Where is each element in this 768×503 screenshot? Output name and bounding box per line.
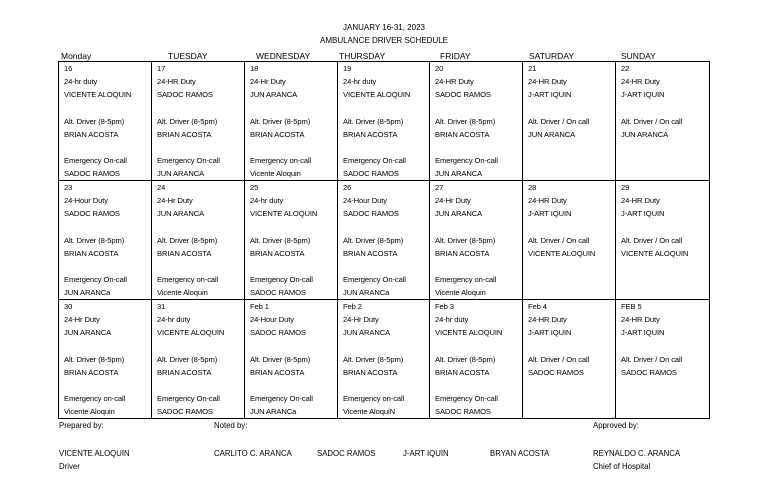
day-cell-content xyxy=(245,300,337,418)
day-cell xyxy=(152,300,245,419)
emergency-label: Emergency On-call xyxy=(343,156,406,165)
emergency-driver-name: SADOC RAMOS xyxy=(343,169,399,178)
day-cell xyxy=(338,62,430,181)
duty-driver-name: JUN ARANCA xyxy=(435,209,483,218)
alt-driver-label: Alt. Driver / On call xyxy=(621,236,683,245)
schedule-period: JANUARY 16-31, 2023 xyxy=(343,23,425,32)
week-row xyxy=(59,300,710,419)
day-cell xyxy=(616,300,710,419)
duty-label: 24-HR Duty xyxy=(621,77,660,86)
emergency-label: Emergency on-call xyxy=(157,275,219,284)
day-cell xyxy=(245,181,338,300)
emergency-driver-name: JUN ARANCa xyxy=(343,288,390,297)
duty-label: 24-HR Duty xyxy=(528,315,567,324)
day-date: 18 xyxy=(250,64,259,73)
alt-driver-label: Alt. Driver (8-5pm) xyxy=(343,355,404,364)
emergency-label: Emergency On-call xyxy=(157,156,220,165)
alt-driver-label: Alt. Driver (8-5pm) xyxy=(250,117,311,126)
duty-driver-name: VICENTE ALOQUIN xyxy=(343,90,411,99)
day-header-thursday: THURSDAY xyxy=(339,51,386,61)
alt-driver-name: BRIAN ACOSTA xyxy=(435,249,490,258)
day-cell-content xyxy=(523,181,615,299)
emergency-driver-name: SADOC RAMOS xyxy=(250,288,306,297)
alt-driver-name: VICENTE ALOQUIN xyxy=(621,249,689,258)
duty-driver-name: VICENTE ALOQUIN xyxy=(250,209,318,218)
day-date: 30 xyxy=(64,302,73,311)
duty-driver-name: VICENTE ALOQUIN xyxy=(435,328,503,337)
emergency-driver-name: JUN ARANCa xyxy=(64,288,111,297)
week-row xyxy=(59,62,710,181)
emergency-label: Emergency on-call xyxy=(250,156,312,165)
day-cell xyxy=(430,181,523,300)
duty-label: 24-Hr Duty xyxy=(435,196,471,205)
day-cell xyxy=(338,181,430,300)
emergency-label: Emergency On-call xyxy=(64,156,127,165)
day-cell xyxy=(59,181,152,300)
day-header-wednesday: WEDNESDAY xyxy=(256,51,311,61)
duty-label: 24-hr duty xyxy=(250,196,284,205)
alt-driver-name: BRIAN ACOSTA xyxy=(250,249,305,258)
day-cell xyxy=(59,300,152,419)
alt-driver-label: Alt. Driver (8-5pm) xyxy=(435,236,496,245)
duty-driver-name: VICENTE ALOQUIN xyxy=(157,328,225,337)
duty-label: 24-hr duty xyxy=(435,315,469,324)
duty-label: 24-HR Duty xyxy=(621,315,660,324)
duty-label: 24-hr duty xyxy=(64,77,98,86)
duty-driver-name: SADOC RAMOS xyxy=(435,90,491,99)
day-cell-content xyxy=(523,300,615,418)
duty-label: 24-hr duty xyxy=(343,77,377,86)
duty-driver-name: SADOC RAMOS xyxy=(157,90,213,99)
day-date: 29 xyxy=(621,183,630,192)
day-header-friday: FRIDAY xyxy=(440,51,471,61)
day-cell xyxy=(152,181,245,300)
duty-label: 24-Hour Duty xyxy=(343,196,387,205)
day-date: FEB 5 xyxy=(621,302,642,311)
alt-driver-label: Alt. Driver / On call xyxy=(621,117,683,126)
preparer-title: Driver xyxy=(59,462,80,471)
day-cell-content xyxy=(59,300,151,418)
alt-driver-name: JUN ARANCA xyxy=(621,130,669,139)
duty-label: 24-hr duty xyxy=(157,315,191,324)
alt-driver-label: Alt. Driver (8-5pm) xyxy=(435,355,496,364)
emergency-label: Emergency on-call xyxy=(435,275,497,284)
day-cell-content xyxy=(338,181,429,299)
alt-driver-name: BRIAN ACOSTA xyxy=(157,130,212,139)
noted-name-3: J-ART IQUIN xyxy=(403,449,449,458)
alt-driver-name: BRIAN ACOSTA xyxy=(64,368,119,377)
alt-driver-name: BRIAN ACOSTA xyxy=(435,130,490,139)
day-cell-content xyxy=(245,62,337,180)
duty-label: 24-Hr Duty xyxy=(250,77,286,86)
day-cell-content xyxy=(245,181,337,299)
day-cell-content xyxy=(616,62,709,180)
preparer-name: VICENTE ALOQUIN xyxy=(59,449,130,458)
duty-label: 24-HR Duty xyxy=(435,77,474,86)
day-cell-content xyxy=(430,300,522,418)
alt-driver-label: Alt. Driver / On call xyxy=(528,355,590,364)
alt-driver-name: SADOC RAMOS xyxy=(528,368,584,377)
alt-driver-label: Alt. Driver (8-5pm) xyxy=(250,355,311,364)
noted-name-1: CARLITO C. ARANCA xyxy=(214,449,292,458)
emergency-label: Emergency On-call xyxy=(64,275,127,284)
day-date: 21 xyxy=(528,64,537,73)
emergency-label: Emergency On-call xyxy=(435,156,498,165)
approved-by-label: Approved by: xyxy=(593,421,639,430)
alt-driver-label: Alt. Driver (8-5pm) xyxy=(343,117,404,126)
day-cell xyxy=(430,300,523,419)
week-row xyxy=(59,181,710,300)
alt-driver-name: JUN ARANCA xyxy=(528,130,576,139)
day-cell-content xyxy=(338,300,429,418)
emergency-label: Emergency On-call xyxy=(157,394,220,403)
day-cell xyxy=(523,181,616,300)
duty-driver-name: JUN ARANCA xyxy=(157,209,205,218)
emergency-label: Emergency on-call xyxy=(64,394,126,403)
emergency-label: Emergency On-call xyxy=(250,275,313,284)
day-header-saturday: SATURDAY xyxy=(529,51,575,61)
duty-label: 24-Hr Duty xyxy=(64,315,100,324)
day-date: Feb 2 xyxy=(343,302,362,311)
duty-driver-name: SADOC RAMOS xyxy=(64,209,120,218)
duty-driver-name: JUN ARANCA xyxy=(250,90,298,99)
duty-label: 24-HR Duty xyxy=(621,196,660,205)
duty-label: 24-Hr Duty xyxy=(157,196,193,205)
day-cell-content xyxy=(152,181,244,299)
emergency-driver-name: SADOC RAMOS xyxy=(435,407,491,416)
alt-driver-name: BRIAN ACOSTA xyxy=(250,368,305,377)
approver-title: Chief of Hospital xyxy=(593,462,651,471)
alt-driver-name: BRIAN ACOSTA xyxy=(343,368,398,377)
day-cell-content xyxy=(616,181,709,299)
day-cell-content xyxy=(430,62,522,180)
day-cell xyxy=(338,300,430,419)
emergency-driver-name: JUN ARANCA xyxy=(157,169,205,178)
alt-driver-name: BRIAN ACOSTA xyxy=(157,368,212,377)
schedule-grid xyxy=(58,61,710,419)
alt-driver-label: Alt. Driver (8-5pm) xyxy=(64,236,125,245)
alt-driver-name: BRIAN ACOSTA xyxy=(343,249,398,258)
emergency-label: Emergency on-call xyxy=(343,394,405,403)
duty-driver-name: J-ART IQUIN xyxy=(528,209,572,218)
emergency-driver-name: Vicente Aloquin xyxy=(250,169,301,178)
day-date: 27 xyxy=(435,183,444,192)
duty-label: 24-HR Duty xyxy=(528,77,567,86)
emergency-driver-name: SADOC RAMOS xyxy=(157,407,213,416)
alt-driver-name: BRIAN ACOSTA xyxy=(343,130,398,139)
duty-driver-name: J-ART IQUIN xyxy=(528,90,572,99)
emergency-driver-name: JUN ARANCA xyxy=(435,169,483,178)
duty-driver-name: VICENTE ALOQUIN xyxy=(64,90,132,99)
alt-driver-label: Alt. Driver (8-5pm) xyxy=(157,236,218,245)
day-date: Feb 1 xyxy=(250,302,269,311)
day-cell-content xyxy=(152,62,244,180)
noted-name-2: SADOC RAMOS xyxy=(317,449,376,458)
duty-driver-name: JUN ARANCA xyxy=(343,328,391,337)
alt-driver-label: Alt. Driver / On call xyxy=(528,117,590,126)
noted-name-4: BRYAN ACOSTA xyxy=(490,449,550,458)
day-cell-content xyxy=(59,181,151,299)
day-header-sunday: SUNDAY xyxy=(621,51,656,61)
day-cell-content xyxy=(616,300,709,418)
prepared-by-label: Prepared by: xyxy=(59,421,104,430)
alt-driver-label: Alt. Driver / On call xyxy=(621,355,683,364)
duty-driver-name: J-ART IQUIN xyxy=(528,328,572,337)
day-date: 24 xyxy=(157,183,166,192)
day-cell-content xyxy=(152,300,244,418)
day-date: 28 xyxy=(528,183,537,192)
day-cell xyxy=(245,300,338,419)
emergency-driver-name: Vicente Aloquin xyxy=(64,407,115,416)
duty-driver-name: SADOC RAMOS xyxy=(250,328,306,337)
alt-driver-label: Alt. Driver (8-5pm) xyxy=(157,355,218,364)
day-date: 16 xyxy=(64,64,73,73)
emergency-driver-name: Vicente Aloquin xyxy=(157,288,208,297)
day-cell xyxy=(245,62,338,181)
alt-driver-name: BRIAN ACOSTA xyxy=(250,130,305,139)
day-header-tuesday: TUESDAY xyxy=(168,51,208,61)
day-cell-content xyxy=(430,181,522,299)
day-cell xyxy=(523,300,616,419)
emergency-driver-name: SADOC RAMOS xyxy=(64,169,120,178)
emergency-label: Emergency On-call xyxy=(250,394,313,403)
day-date: Feb 3 xyxy=(435,302,454,311)
day-cell-content xyxy=(523,62,615,180)
emergency-label: Emergency On-call xyxy=(343,275,406,284)
emergency-driver-name: Vicente AloquiN xyxy=(343,407,395,416)
duty-label: 24-Hr Duty xyxy=(343,315,379,324)
duty-label: 24-Hour Duty xyxy=(64,196,108,205)
duty-driver-name: J-ART IQUIN xyxy=(621,90,665,99)
alt-driver-name: BRIAN ACOSTA xyxy=(435,368,490,377)
alt-driver-label: Alt. Driver / On call xyxy=(528,236,590,245)
alt-driver-name: SADOC RAMOS xyxy=(621,368,677,377)
day-cell xyxy=(616,181,710,300)
duty-driver-name: J-ART IQUIN xyxy=(621,328,665,337)
day-date: 25 xyxy=(250,183,259,192)
duty-driver-name: J-ART IQUIN xyxy=(621,209,665,218)
alt-driver-label: Alt. Driver (8-5pm) xyxy=(64,117,125,126)
approver-name: REYNALDO C. ARANCA xyxy=(593,449,681,458)
day-date: 23 xyxy=(64,183,73,192)
day-cell-content xyxy=(59,62,151,180)
day-cell xyxy=(152,62,245,181)
duty-driver-name: JUN ARANCA xyxy=(64,328,112,337)
day-date: 31 xyxy=(157,302,166,311)
emergency-driver-name: Vicente Aloquin xyxy=(435,288,486,297)
alt-driver-label: Alt. Driver (8-5pm) xyxy=(64,355,125,364)
alt-driver-label: Alt. Driver (8-5pm) xyxy=(157,117,218,126)
duty-label: 24-HR Duty xyxy=(528,196,567,205)
duty-label: 24-Hour Duty xyxy=(250,315,294,324)
day-date: 22 xyxy=(621,64,630,73)
day-date: 20 xyxy=(435,64,444,73)
emergency-driver-name: JUN ARANCa xyxy=(250,407,297,416)
alt-driver-name: BRIAN ACOSTA xyxy=(157,249,212,258)
alt-driver-label: Alt. Driver (8-5pm) xyxy=(343,236,404,245)
day-cell xyxy=(523,62,616,181)
day-header-monday: Monday xyxy=(61,51,92,61)
day-date: Feb 4 xyxy=(528,302,547,311)
schedule-title: AMBULANCE DRIVER SCHEDULE xyxy=(319,36,449,45)
emergency-label: Emergency On-call xyxy=(435,394,498,403)
alt-driver-name: VICENTE ALOQUIN xyxy=(528,249,596,258)
day-date: 17 xyxy=(157,64,166,73)
duty-driver-name: SADOC RAMOS xyxy=(343,209,399,218)
day-date: 19 xyxy=(343,64,352,73)
day-cell xyxy=(616,62,710,181)
day-cell xyxy=(59,62,152,181)
noted-by-label: Noted by: xyxy=(214,421,248,430)
day-date: 26 xyxy=(343,183,352,192)
alt-driver-name: BRIAN ACOSTA xyxy=(64,249,119,258)
day-cell xyxy=(430,62,523,181)
duty-label: 24-HR Duty xyxy=(157,77,196,86)
alt-driver-label: Alt. Driver (8-5pm) xyxy=(435,117,496,126)
day-cell-content xyxy=(338,62,429,180)
alt-driver-name: BRIAN ACOSTA xyxy=(64,130,119,139)
alt-driver-label: Alt. Driver (8-5pm) xyxy=(250,236,311,245)
